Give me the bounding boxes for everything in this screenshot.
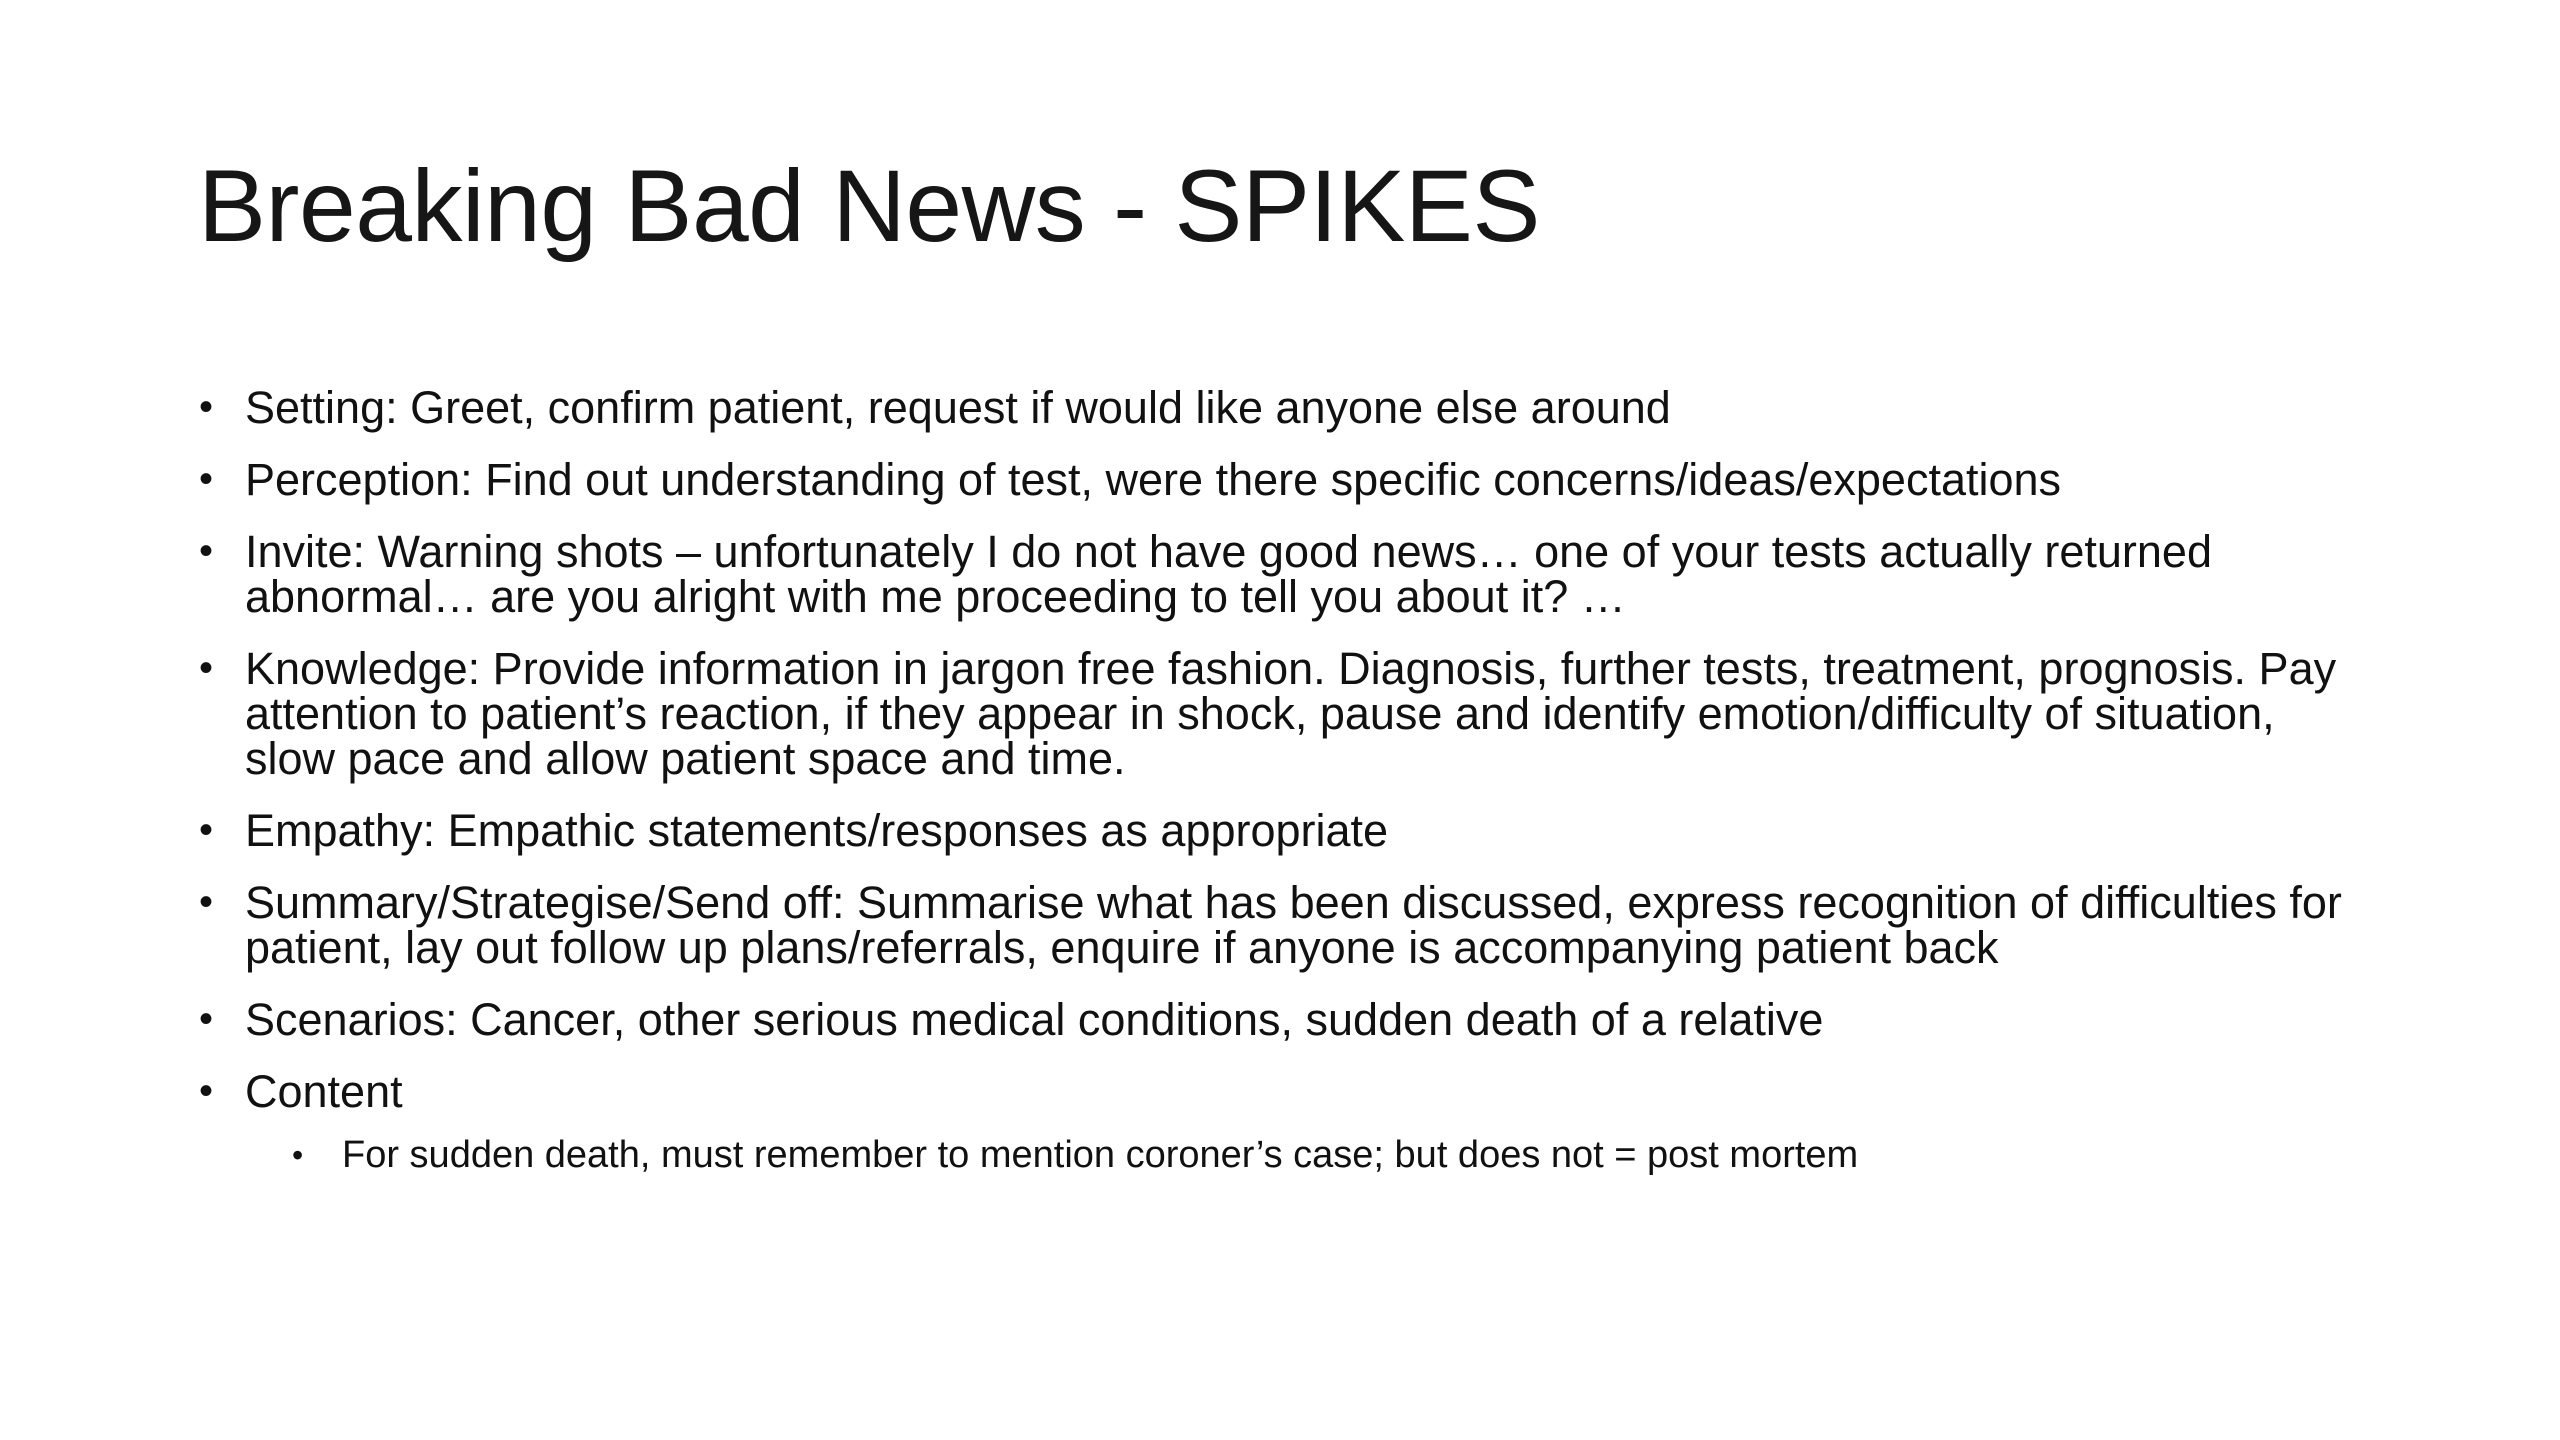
bullet-item-invite bbox=[195, 526, 2345, 622]
bullet-text: Content bbox=[245, 1066, 403, 1117]
bullet-dot-icon: • bbox=[199, 457, 214, 501]
bullet-text: Scenarios: Cancer, other serious medical conditions, sudden death of a relative bbox=[245, 994, 1824, 1045]
bullet-item-summary bbox=[195, 877, 2345, 973]
sub-bullet-dot-icon: • bbox=[292, 1137, 304, 1173]
bullet-dot-icon: • bbox=[199, 529, 214, 573]
bullet-list bbox=[195, 382, 2345, 1177]
sub-bullet-item-sudden-death bbox=[292, 1133, 2345, 1177]
bullet-text: Perception: Find out understanding of test, were there specific concerns/ideas/expectations bbox=[245, 454, 2062, 505]
bullet-text: Summary/Strategise/Send off: Summarise what has been discussed, express recognition of difficulties for patient, lay out follow up plans/referrals, enquire if anyone is accompanying patient back bbox=[245, 877, 2342, 973]
bullet-item-empathy bbox=[195, 805, 2345, 856]
bullet-text: Invite: Warning shots – unfortunately I do not have good news… one of your tests actually returned abnormal… are you alright with me proceeding to tell you about it? … bbox=[245, 526, 2212, 622]
sub-bullet-text: For sudden death, must remember to mention coroner’s case; but does not = post mortem bbox=[342, 1134, 1859, 1176]
bullet-item-knowledge bbox=[195, 643, 2345, 784]
bullet-item-perception bbox=[195, 454, 2345, 505]
bullet-dot-icon: • bbox=[199, 997, 214, 1041]
bullet-text: Setting: Greet, confirm patient, request if would like anyone else around bbox=[245, 382, 1671, 433]
bullet-text: Knowledge: Provide information in jargon free fashion. Diagnosis, further tests, treatment, prognosis. Pay attention to patient’s reaction, if they appear in shock, pause and identify emotion/difficulty of situation, slow pace and allow patient space and time. bbox=[245, 643, 2337, 784]
bullet-item-scenarios bbox=[195, 994, 2345, 1045]
bullet-dot-icon: • bbox=[199, 1069, 214, 1113]
bullet-dot-icon: • bbox=[199, 880, 214, 924]
bullet-item-setting bbox=[195, 382, 2345, 433]
bullet-dot-icon: • bbox=[199, 646, 214, 690]
bullet-dot-icon: • bbox=[199, 808, 214, 852]
bullet-text: Empathy: Empathic statements/responses as appropriate bbox=[245, 805, 1389, 856]
bullet-item-content bbox=[195, 1066, 2345, 1117]
bullet-dot-icon: • bbox=[199, 385, 214, 429]
slide-title: Breaking Bad News - SPIKES bbox=[198, 149, 1540, 263]
